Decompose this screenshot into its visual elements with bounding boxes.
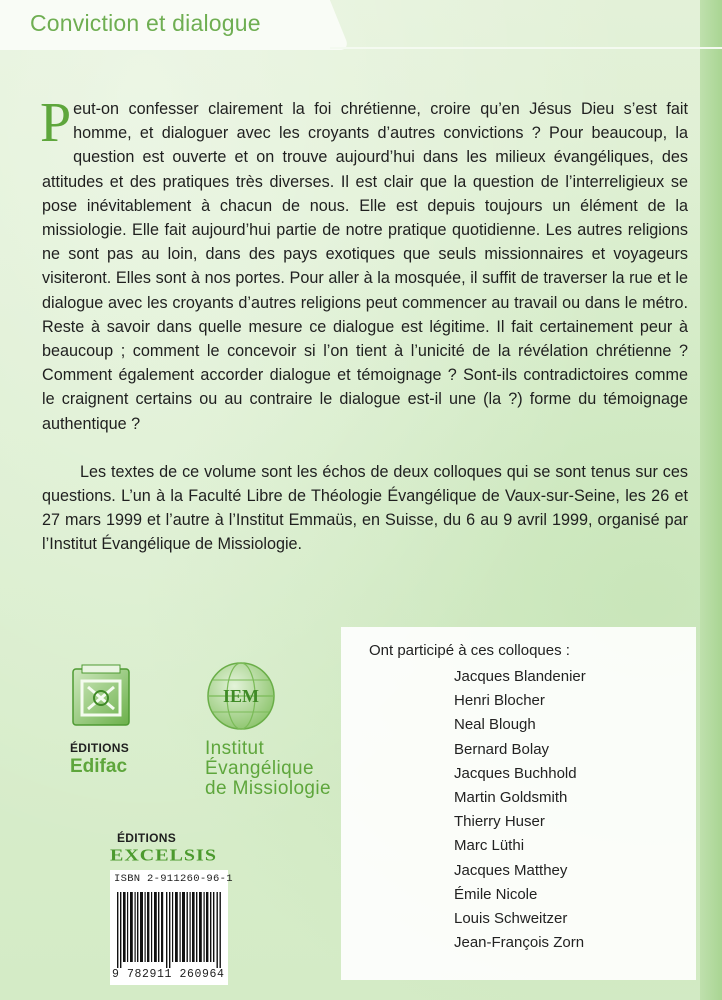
participant-name: Jacques Buchhold xyxy=(454,764,577,782)
participant-name: Thierry Huser xyxy=(454,813,545,831)
participant-name: Henri Blocher xyxy=(454,692,545,710)
participants-box xyxy=(341,627,696,980)
blurb xyxy=(40,92,688,557)
ean-number: 9 782911 260964 xyxy=(112,968,225,981)
participant-name: Martin Goldsmith xyxy=(454,789,568,807)
right-edge-band xyxy=(700,0,722,1000)
barcode xyxy=(110,870,233,985)
iem-globe-logo-icon xyxy=(205,660,277,732)
participant-name: Bernard Bolay xyxy=(454,740,550,758)
participant-name: Marc Lüthi xyxy=(454,837,525,855)
participant-name: Louis Schweitzer xyxy=(454,910,568,928)
iem-line-1: Institut xyxy=(205,738,265,759)
participant-name: Jean-François Zorn xyxy=(454,934,585,952)
edifac-logo-icon xyxy=(70,663,132,729)
blurb-paragraph-2: Les textes de ce volume sont les échos de deux colloques qui se sont tenus sur ces questions. L’un à la Faculté Libre de Théologie Évangélique de Vaux-sur-Seine, les 26 et 27 mars 1999 et l’autre à l’Institut Emmaüs, en Suisse, du 6 au 9 avril 1999, organisé par l’Institut Évangélique de Missiologie. xyxy=(42,462,688,554)
iem-monogram: IEM xyxy=(223,686,259,706)
excelsis-label: ÉDITIONS xyxy=(117,831,177,845)
iem-line-3: de Missiologie xyxy=(205,778,331,799)
participants-heading: Ont participé à ces colloques : xyxy=(369,642,570,659)
top-divider xyxy=(330,47,722,49)
excelsis-name: EXCELSIS xyxy=(110,846,217,865)
edifac-label: ÉDITIONS xyxy=(70,741,130,755)
drop-cap: P xyxy=(40,92,72,154)
page-title: Conviction et dialogue xyxy=(30,10,261,36)
participant-name: Neal Blough xyxy=(454,716,536,734)
blurb-paragraph-1-text: eut-on confesser clairement la foi chrétienne, croire qu’en Jésus Dieu s’est fait homme, et dialoguer avec les croyants d’autres convictions ? Pour beaucoup, la question est ouverte et on trouve aujourd’hui dans les milieux évangéliques, des attitudes et des pratiques très diverses. Il est clair que la question de l’interreligieux se pose inévitablement à chacun de nous. Elle est depuis toujours un élément de la missiologie. Elle fait aujourd’hui partie de notre pratique quotidienne. Les autres religions ne sont pas au loin, dans des pays exotiques que seuls missionnaires et voyageurs visiteront. Elles sont à nos portes. Pour aller à la mosquée, il suffit de traverser la rue et le dialogue avec les croyants d’autres religions peut commencer au travail ou dans le métro. Reste à savoir dans quelle mesure ce dialogue est légitime. Il fait certainement peur à beaucoup ; comment le concevoir si l’on tient à l’unicité de la révélation chrétienne ? Comment également accorder dialogue et témoignage ? Sont-ils contradictoires comme le craignent certains ou au contraire le dialogue est-il une (la ?) forme du témoignage authentique ? xyxy=(42,100,688,433)
iem-line-2: Évangélique xyxy=(205,758,314,779)
barcode-bars-icon xyxy=(115,892,223,968)
isbn-number: ISBN 2-911260-96-1 xyxy=(114,873,233,885)
participant-name: Jacques Matthey xyxy=(454,861,568,879)
edifac-name: Edifac xyxy=(70,756,128,777)
blurb-paragraph-1 xyxy=(40,92,688,436)
participant-name: Jacques Blandenier xyxy=(454,668,586,685)
participants-list xyxy=(454,665,586,955)
participant-name: Émile Nicole xyxy=(454,885,538,903)
